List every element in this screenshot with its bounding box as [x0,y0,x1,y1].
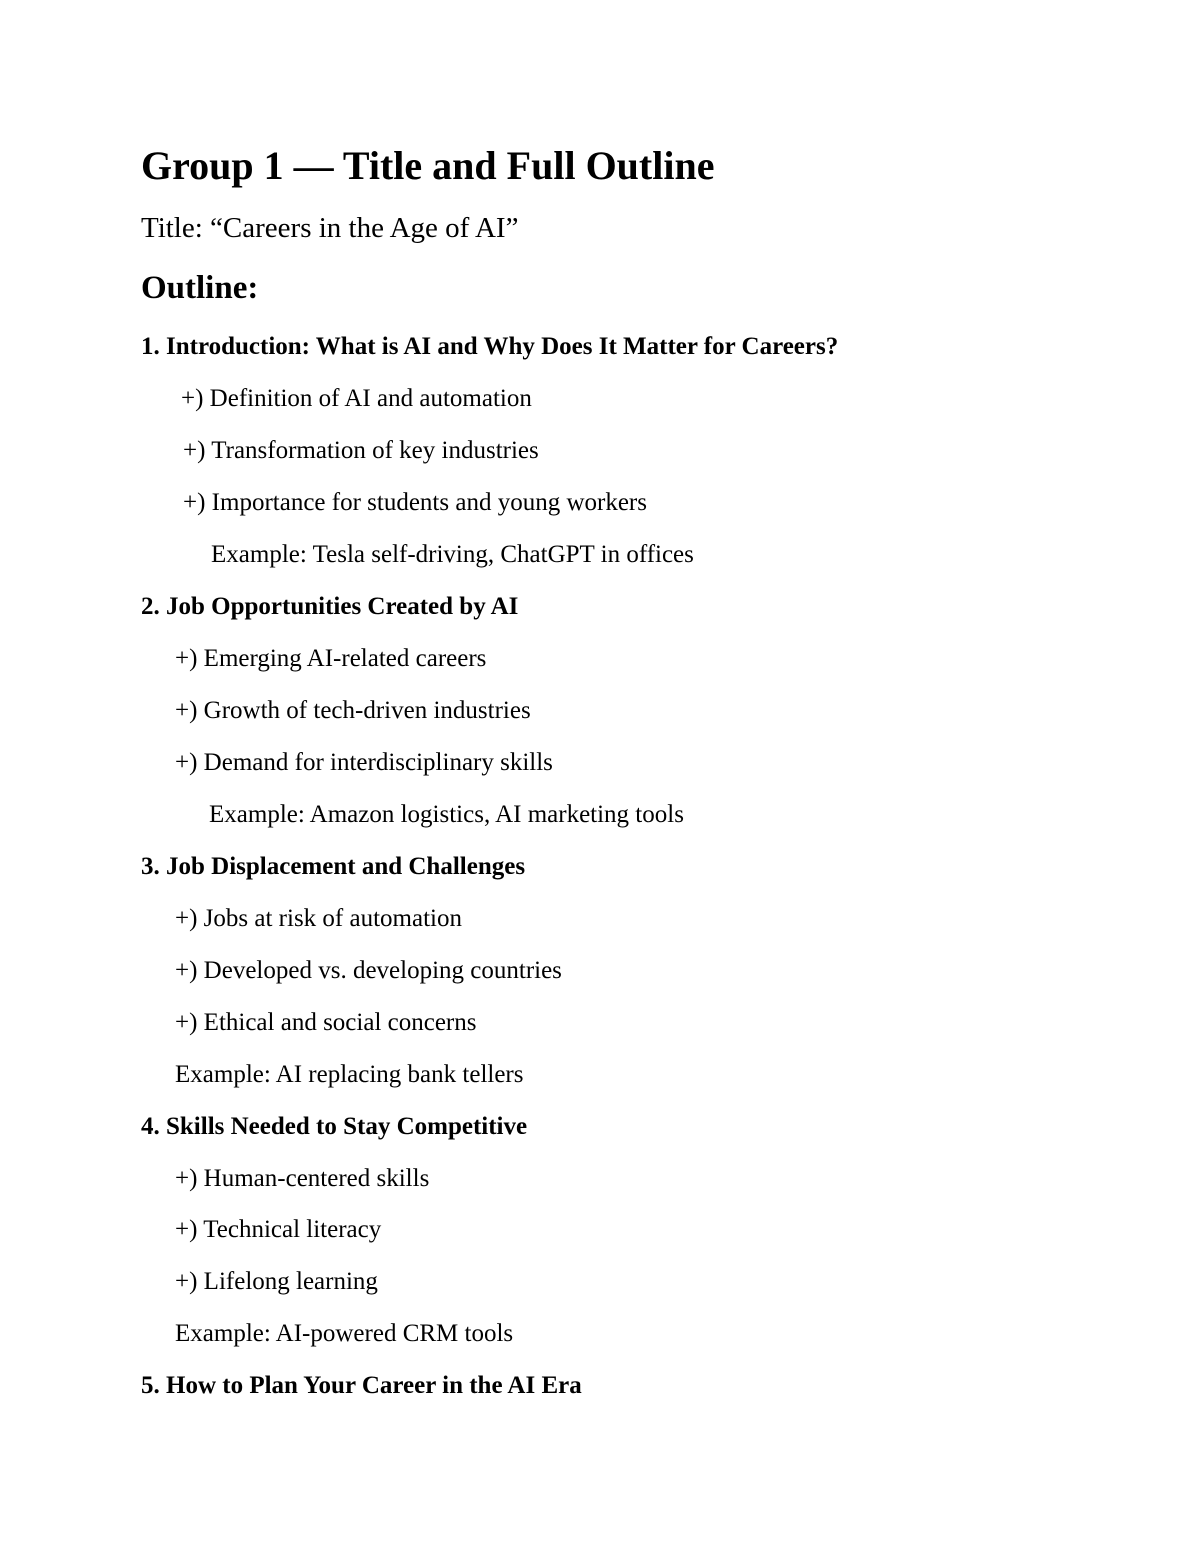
section-heading: 3. Job Displacement and Challenges [141,853,526,880]
title-line: Title: “Careers in the Age of AI” [141,212,519,244]
document-heading: Group 1 — Title and Full Outline [141,143,715,188]
outline-point: +) Developed vs. developing countries [175,957,562,984]
outline-point: +) Demand for interdisciplinary skills [175,749,553,776]
outline-point: +) Importance for students and young workers [183,489,647,516]
section-heading: 4. Skills Needed to Stay Competitive [141,1113,528,1140]
outline-point: +) Transformation of key industries [183,437,539,464]
outline-example: Example: Tesla self-driving, ChatGPT in offices [211,541,694,568]
section-heading: 2. Job Opportunities Created by AI [141,593,519,620]
outline-example: Example: Amazon logistics, AI marketing tools [209,801,684,828]
section-heading: 5. How to Plan Your Career in the AI Era [141,1372,582,1399]
outline-point: +) Human-centered skills [175,1165,430,1192]
outline-point: +) Lifelong learning [175,1268,378,1295]
outline-example: Example: AI replacing bank tellers [175,1061,524,1088]
outline-point: +) Definition of AI and automation [181,385,532,412]
outline-point: +) Growth of tech-driven industries [175,697,531,724]
outline-point: +) Emerging AI-related careers [175,645,487,672]
outline-point: +) Technical literacy [175,1216,382,1243]
outline-point: +) Ethical and social concerns [175,1009,477,1036]
outline-label: Outline: [141,270,259,306]
section-heading: 1. Introduction: What is AI and Why Does It Matter for Careers? [141,333,839,360]
outline-example: Example: AI-powered CRM tools [175,1320,514,1347]
outline-point: +) Jobs at risk of automation [175,905,462,932]
